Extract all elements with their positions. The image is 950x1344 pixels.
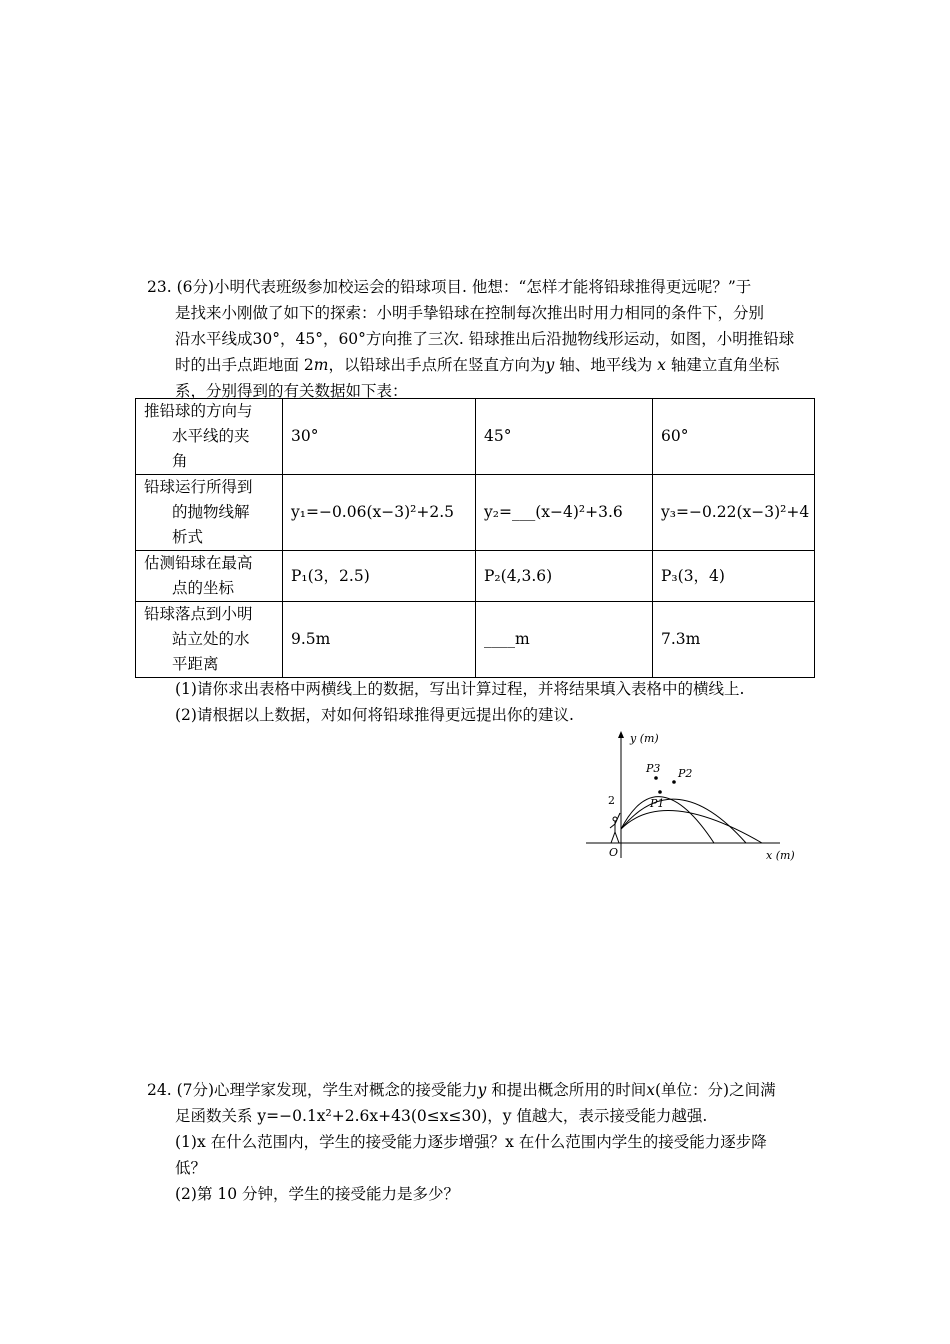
q23-line-4-m: m: [313, 356, 329, 374]
q24-sub-1-a: (1)x 在什么范围内，学生的接受能力逐步增强？x 在什么范围内学生的接受能力逐步降: [175, 1133, 767, 1151]
label-p1: P1: [650, 797, 665, 810]
table-cell: P₁(3，2.5): [283, 551, 476, 602]
cell-text: 水平线的夹: [172, 427, 250, 445]
trajectory-60: [621, 797, 714, 843]
cell-text: 站立处的水: [172, 630, 250, 648]
q24-sub-2: (2)第 10 分钟，学生的接受能力是多少？: [175, 1185, 460, 1203]
q23-line-3: 沿水平线成30°，45°，60°方向推了三次. 铅球推出后沿抛物线形运动，如图，小明推铅球: [175, 330, 795, 348]
cell-text: 点的坐标: [172, 579, 235, 597]
q23-line-4-c: 轴、地平线为: [554, 356, 658, 374]
table-cell: 45°: [476, 399, 653, 475]
point-p1: [658, 790, 662, 794]
cell-text: 估测铅球在最高: [144, 554, 253, 572]
trajectory-30: [621, 811, 762, 843]
person-icon: [610, 813, 620, 843]
q23-line-5: 系，分别得到的有关数据如下表：: [175, 382, 408, 400]
table-cell: 7.3m: [653, 602, 815, 678]
trajectory-figure: [580, 728, 810, 868]
question-24: [147, 1077, 812, 1207]
q24-line-1-a: 24. (7分)心理学家发现，学生对概念的接受能力: [147, 1081, 478, 1099]
point-p3: [654, 776, 658, 780]
table-cell: ____m: [476, 602, 653, 678]
tick-label-2: 2: [608, 794, 615, 807]
q23-line-4-a: 时的出手点距地面 2: [175, 356, 314, 374]
q24-line-1-y: y: [477, 1081, 487, 1099]
q24-line-2: 足函数关系 y=−0.1x²+2.6x+43(0≤x≤30)，y 值越大，表示接受能力越强.: [175, 1107, 708, 1125]
table-row: [136, 475, 815, 551]
y-axis-label: y (m): [630, 732, 659, 745]
y-axis-arrow: [618, 731, 624, 738]
table-head-cell: [136, 602, 283, 678]
table-row: [136, 399, 815, 475]
table-row: [136, 551, 815, 602]
cell-text: 平距离: [172, 655, 219, 673]
label-p3: P3: [646, 762, 661, 775]
table-cell: 30°: [283, 399, 476, 475]
cell-text: 析式: [172, 528, 204, 546]
q23-line-2: 是找来小刚做了如下的探索：小明手挚铅球在控制每次推出时用力相同的条件下，分别: [175, 304, 765, 322]
cell-text: 的抛物线解: [172, 503, 250, 521]
table-head-cell: [136, 475, 283, 551]
q23-line-4: [147, 352, 812, 378]
table-cell: P₂(4,3.6): [476, 551, 653, 602]
cell-text: 推铅球的方向与: [144, 402, 253, 420]
cell-text: 铅球运行所得到: [144, 478, 253, 496]
question-23: [147, 274, 812, 404]
table-cell: 9.5m: [283, 602, 476, 678]
point-p2: [672, 780, 676, 784]
q23-line-4-y: y: [545, 356, 555, 374]
table-cell: 60°: [653, 399, 815, 475]
q24-line-1-c: (单位：分)之间满: [655, 1081, 776, 1099]
q24-sub-1-b: 低？: [175, 1159, 207, 1177]
table-head-cell: [136, 399, 283, 475]
q24-line-1: [147, 1077, 812, 1103]
cell-text: 铅球落点到小明: [144, 605, 253, 623]
q24-line-1-x: x: [646, 1081, 655, 1099]
q23-line-4-d: 轴建立直角坐标: [665, 356, 780, 374]
q23-sub-2: (2)请根据以上数据，对如何将铅球推得更远提出你的建议.: [175, 706, 574, 724]
q23-line-4-x: x: [657, 356, 666, 374]
question-23-subparts: [175, 676, 815, 728]
table-cell: P₃(3，4): [653, 551, 815, 602]
table-cell: y₂=___(x−4)²+3.6: [476, 475, 653, 551]
q23-line-1: 23. (6分)小明代表班级参加校运会的铅球项目. 他想：“怎样才能将铅球推得更远呢？”于: [147, 278, 752, 296]
shot-put-table: [135, 398, 815, 678]
table-head-cell: [136, 551, 283, 602]
table-cell: y₁=−0.06(x−3)²+2.5: [283, 475, 476, 551]
origin-label: O: [609, 846, 619, 859]
label-p2: P2: [678, 767, 693, 780]
table-row: [136, 602, 815, 678]
table-cell: y₃=−0.22(x−3)²+4: [653, 475, 815, 551]
q23-line-4-b: ，以铅球出手点所在竖直方向为: [328, 356, 546, 374]
x-axis-label: x (m): [766, 849, 795, 862]
q24-line-1-b: 和提出概念所用的时间: [486, 1081, 647, 1099]
cell-text: 角: [172, 452, 188, 470]
trajectory-45: [621, 799, 746, 843]
q23-sub-1: (1)请你求出表格中两横线上的数据，写出计算过程，并将结果填入表格中的横线上.: [175, 680, 745, 698]
